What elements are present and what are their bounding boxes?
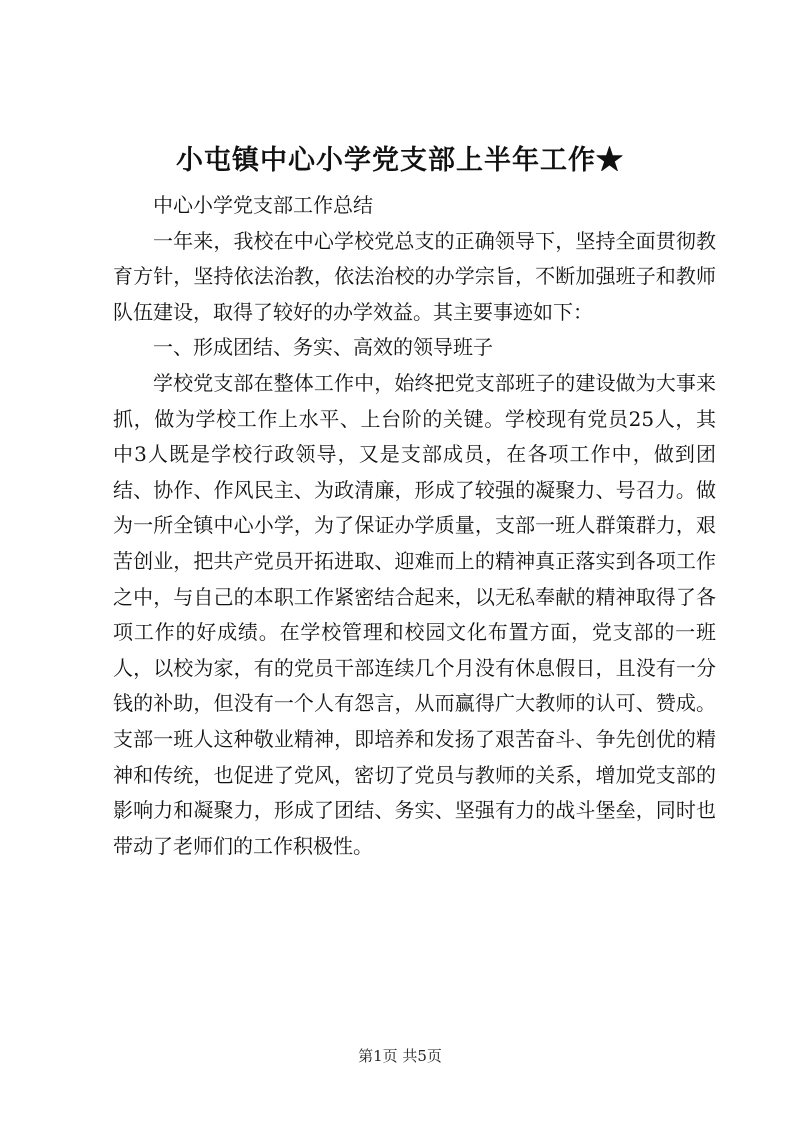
document-title: 小屯镇中心小学党支部上半年工作★	[176, 145, 624, 176]
section-heading-summary: 中心小学党支部工作总结	[153, 193, 373, 217]
page-number-footer: 第1页 共5页	[358, 1047, 442, 1065]
section-heading-leadership: 一、形成团结、务实、高效的领导班子	[153, 335, 493, 360]
leadership-paragraph: 学校党支部在整体工作中，始终把党支部班子的建设做为大事来抓，做为学校工作上水平、上台阶的关键。学校现有党员25人，其中3人既是学校行政领导，又是支部成员，在各项工作中，做到团结、协作、作风民主、为政清廉，形成了较强的凝聚力、号召力。做为一所全镇中心小学，为了保证办学质量，支部一班人群策群力，艰苦创业，把共产党员开拓进取、迎难而上的精神真正落实到各项工作之中，与自己的本职工作紧密结合起来，以无私奉献的精神取得了各项工作的好成绩。在学校管理和校园文化布置方面，党支部的一班人，以校为家，有的党员干部连续几个月没有休息假日，且没有一分钱的补助，但没有一个人有怨言，从而赢得广大教师的认可、赞成。支部一班人这种敬业精神，即培养和发扬了艰苦奋斗、争先创优的精神和传统，也促进了党风，密切了党员与教师的关系，增加党支部的影响力和凝聚力，形成了团结、务实、坚强有力的战斗堡垒，同时也带动了老师们的工作积极性。	[113, 370, 716, 858]
document-body	[113, 188, 716, 864]
intro-paragraph: 一年来，我校在中心学校党总支的正确领导下，坚持全面贯彻教育方针，坚持依法治教，依法治校的办学宗旨，不断加强班子和教师队伍建设，取得了较好的办学效益。其主要事迹如下：	[113, 228, 716, 324]
